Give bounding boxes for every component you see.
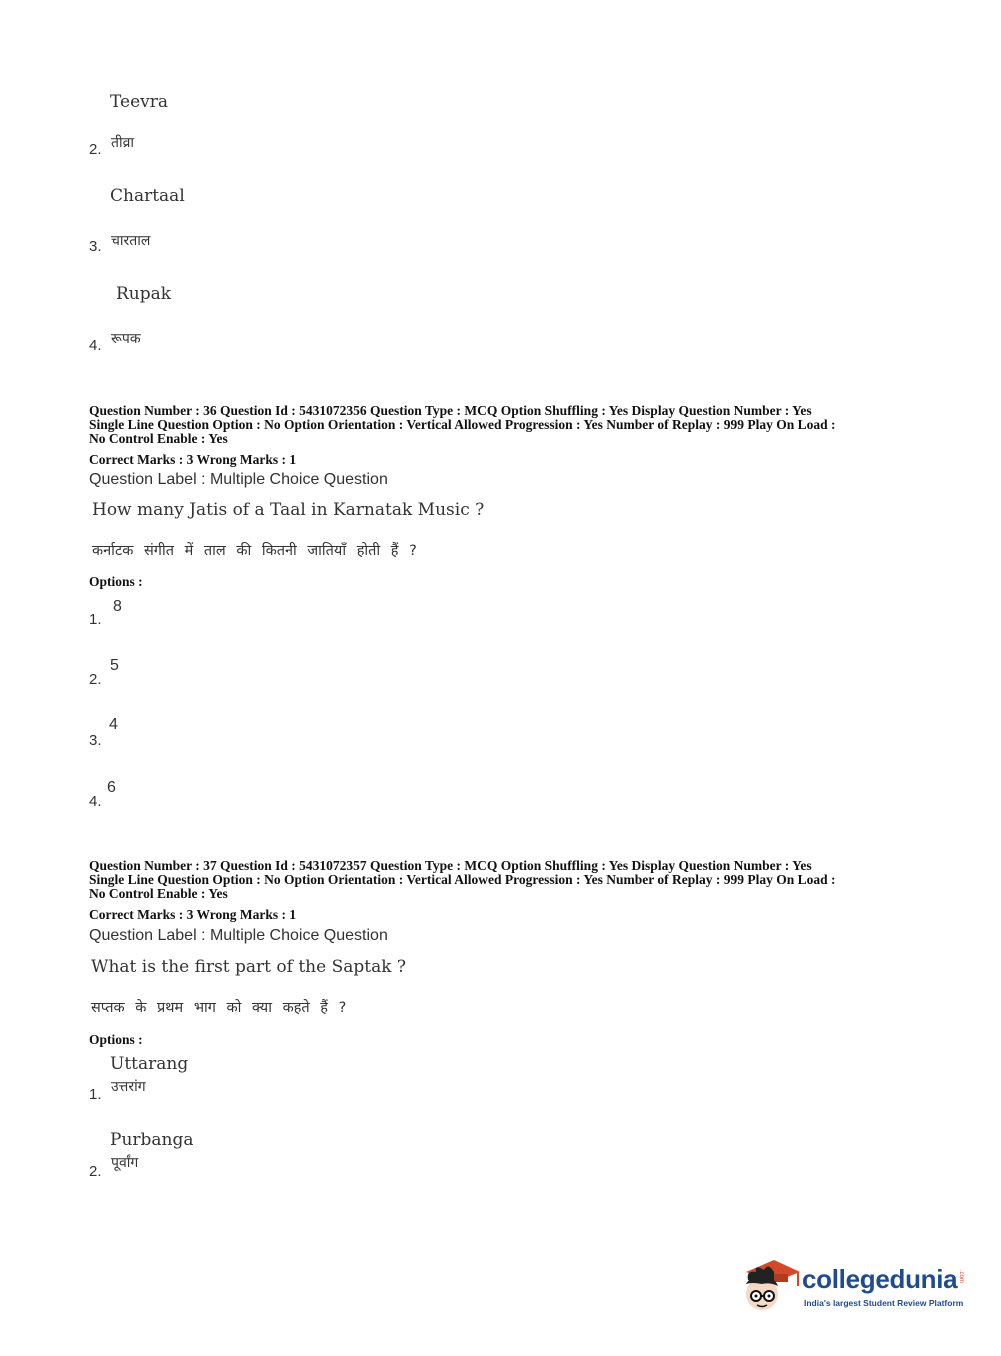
q37-meta-line2: Single Line Question Option : No Option Orientation : Vertical Allowed Progression : Yes Number of Replay : 999 Play On Load : [89,872,836,887]
q36-meta-line1: Question Number : 36 Question Id : 5431072356 Question Type : MCQ Option Shuffling : Yes Display Question Number : Yes [89,403,812,418]
q37-meta-line1: Question Number : 37 Question Id : 5431072357 Question Type : MCQ Option Shuffling : Yes Display Question Number : Yes [89,858,812,873]
option-3-hindi: चारताल [111,233,151,249]
q37-marks: Correct Marks : 3 Wrong Marks : 1 [89,907,297,922]
brand-com: .com [958,1270,964,1284]
q37-options-heading: Options : [89,1032,143,1047]
q36-option-1-number: 1. [89,611,102,628]
q36-option-3-number: 3. [89,732,102,749]
q36-option-1-value: 8 [113,598,122,615]
q36-meta-line2: Single Line Question Option : No Option Orientation : Vertical Allowed Progression : Yes Number of Replay : 999 Play On Load : [89,417,836,432]
q37-question-label: Question Label : Multiple Choice Question [89,927,388,944]
q37-option-2-number: 2. [89,1163,102,1180]
q36-marks: Correct Marks : 3 Wrong Marks : 1 [89,452,297,467]
q37-question-english: What is the first part of the Saptak ? [91,957,407,977]
collegedunia-logo [740,1250,965,1320]
q36-option-2-value: 5 [110,657,119,674]
q36-option-4-value: 6 [107,779,116,796]
q36-question-hindi: कर्नाटक संगीत में ताल की कितनी जातियाँ होती हैं ? [92,543,417,559]
q36-option-3-value: 4 [109,716,118,733]
q36-options-heading: Options : [89,574,143,589]
q37-option-2-english: Purbanga [110,1130,194,1150]
q37-option-1-english: Uttarang [110,1054,189,1074]
option-3-english: Chartaal [110,186,185,206]
q36-question-english: How many Jatis of a Taal in Karnatak Music ? [92,500,485,520]
option-4-number: 4. [89,337,102,354]
option-2-english: Teevra [110,92,169,112]
brand-name: collegedunia [802,1264,958,1294]
q36-meta-line3: No Control Enable : Yes [89,431,228,446]
q36-option-4-number: 4. [89,793,102,810]
option-4-english: Rupak [116,284,172,304]
q37-option-1-number: 1. [89,1086,102,1103]
q37-meta-line3: No Control Enable : Yes [89,886,228,901]
q36-question-label: Question Label : Multiple Choice Question [89,471,388,488]
option-2-hindi: तीव्रा [111,135,135,151]
option-4-hindi: रूपक [111,331,141,347]
mascot-icon [740,1250,802,1318]
q37-option-2-hindi: पूर्वांग [111,1155,139,1171]
brand-tagline: India's largest Student Review Platform [804,1298,964,1308]
q37-question-hindi: सप्तक के प्रथम भाग को क्या कहते हैं ? [91,1000,347,1016]
q37-option-1-hindi: उत्तरांग [111,1079,146,1095]
option-2-number: 2. [89,141,102,158]
option-3-number: 3. [89,238,102,255]
q36-option-2-number: 2. [89,671,102,688]
